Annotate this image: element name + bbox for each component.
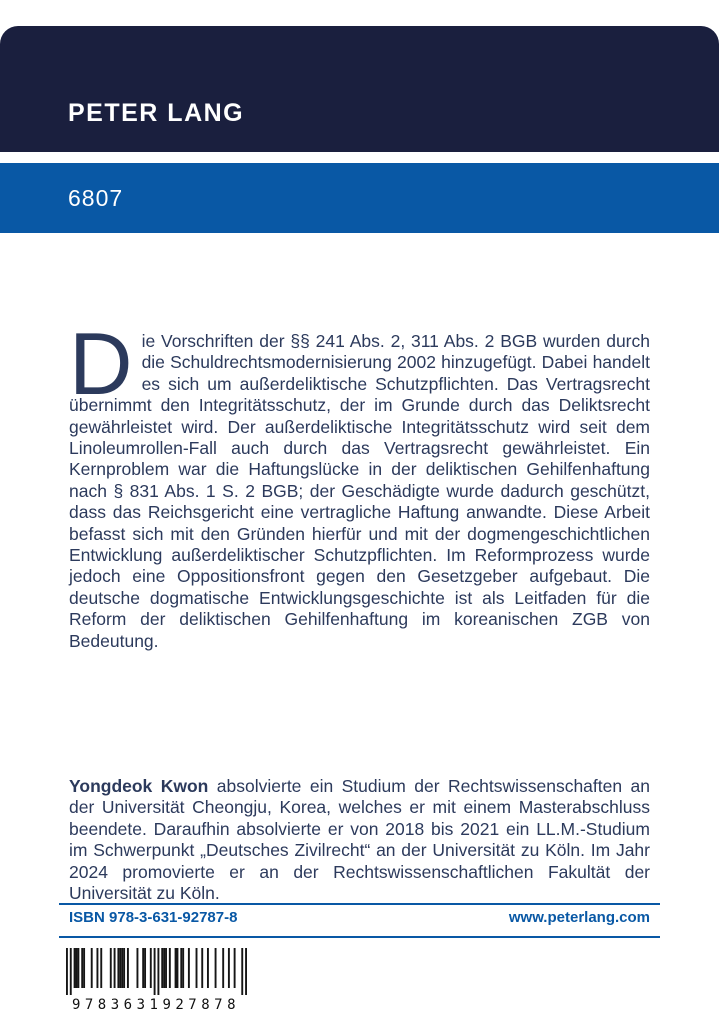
author-name: Yongdeok Kwon [69,776,209,796]
barcode-bars [66,948,247,995]
blurb-text: ie Vorschriften der §§ 241 Abs. 2, 311 Abs. 2 BGB wurden durch die Schuldrechtsmodernisierung 2002 hinzugefügt. Dabei handelt es sich um außerdeliktische Schutzpflichten. Das Vertragsrecht übernimmt den Integritätsschutz, der im Grunde durch das Deliktsrecht gewährleistet wird. Der außerdeliktische Integritätsschutz wird seit dem Linoleumrollen-Fall auch durch das Vertragsrecht gewährleistet. Ein Kernproblem war die Haftungslücke in der deliktischen Gehilfenhaftung nach § 831 Abs. 1 S. 2 BGB; der Geschädigte wurde dadurch geschützt, dass das Reichsgericht eine vertragliche Haftung anwandte. Diese Arbeit befasst sich mit den Gründen hierfür und mit der dogmengeschichtlichen Entwicklung außerdeliktischer Schutzpflichten. Im Reformprozess wurde jedoch eine Oppositionsfront gegen den Gesetzgeber aufgebaut. Die deutsche dogmatische Entwicklungsgeschichte ist als Leitfaden für die Reform der deliktischen Gehilfenhaftung im koreanischen ZGB von Bedeutung. [69,331,650,651]
series-band [0,163,719,233]
publisher-name: PETER LANG [68,99,245,127]
drop-cap: D [69,314,133,413]
publisher-band [0,26,719,152]
isbn-text: ISBN 978-3-631-92787-8 [69,909,238,926]
barcode [64,948,248,1013]
blurb-paragraph [69,314,650,652]
footer-divider-top [59,903,660,905]
barcode-number: 9783631927878 [71,997,241,1013]
author-bio [69,776,650,904]
publisher-website: www.peterlang.com [508,909,650,926]
footer [69,909,650,926]
footer-divider-bottom [59,936,660,938]
bio-text: absolvierte ein Studium der Rechtswissenschaften an der Universität Cheongju, Korea, welches er mit einem Masterabschluss beendete. Daraufhin absolvierte er von 2018 bis 2021 ein LL.M.-Studium im Schwerpunkt „Deutsches Zivilrecht“ an der Universität zu Köln. Im Jahr 2024 promovierte er an der Rechtswissenschaftlichen Fakultät der Universität zu Köln. [69,776,650,904]
series-number: 6807 [68,184,124,211]
